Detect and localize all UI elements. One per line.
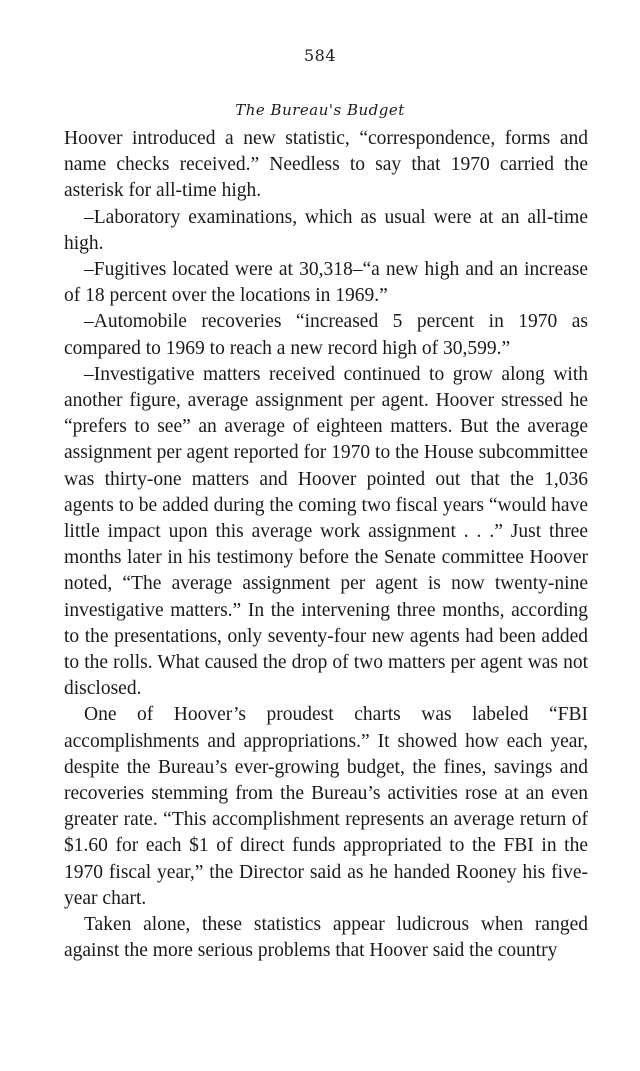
running-head: The Bureau's Budget: [235, 101, 405, 119]
paragraph: –Investigative matters received continued to grow along with another figure, average assignment per agent. Hoover stressed he “prefers to see” an average of eighteen matters. But the average assignment per agent reported for 1970 to the House subcommittee was thirty-one matters and Hoover pointed out that the 1,036 agents to be added during the coming two fiscal years “would have little impact upon this average work assignment . . .” Just three months later in his testimony before the Senate committee Hoover noted, “The average assignment per agent is now twenty-nine investigative matters.” In the intervening three months, according to the presentations, only seventy-four new agents had been added to the rolls. What caused the drop of two matters per agent was not disclosed.: [64, 363, 588, 700]
paragraph: –Laboratory examinations, which as usual were at an all-time high.: [64, 206, 588, 254]
paragraph: –Fugitives located were at 30,318–“a new high and an increase of 18 percent over the locations in 1969.”: [64, 259, 588, 307]
paragraph: One of Hoover’s proudest charts was labeled “FBI accomplishments and appropriations.” It showed how each year, despite the Bureau’s ever-growing budget, the fines, savings and recoveries stemming from the Bureau’s activities rose at an even greater rate. “This accomplishment represents an average return of $1.60 for each $1 of direct funds appropriated to the FBI in the 1970 fiscal year,” the Director said as he handed Rooney his five-year chart.: [64, 704, 588, 909]
paragraph: Taken alone, these statistics appear ludicrous when ranged against the more serious problems that Hoover said the country: [64, 914, 588, 962]
body-text: [64, 126, 588, 965]
paragraph: –Automobile recoveries “increased 5 percent in 1970 as compared to 1969 to reach a new record high of 30,599.”: [64, 311, 588, 359]
page-number: 584: [303, 46, 337, 65]
paragraph: Hoover introduced a new statistic, “correspondence, forms and name checks received.” Needless to say that 1970 carried the asterisk for all-time high.: [64, 128, 588, 202]
